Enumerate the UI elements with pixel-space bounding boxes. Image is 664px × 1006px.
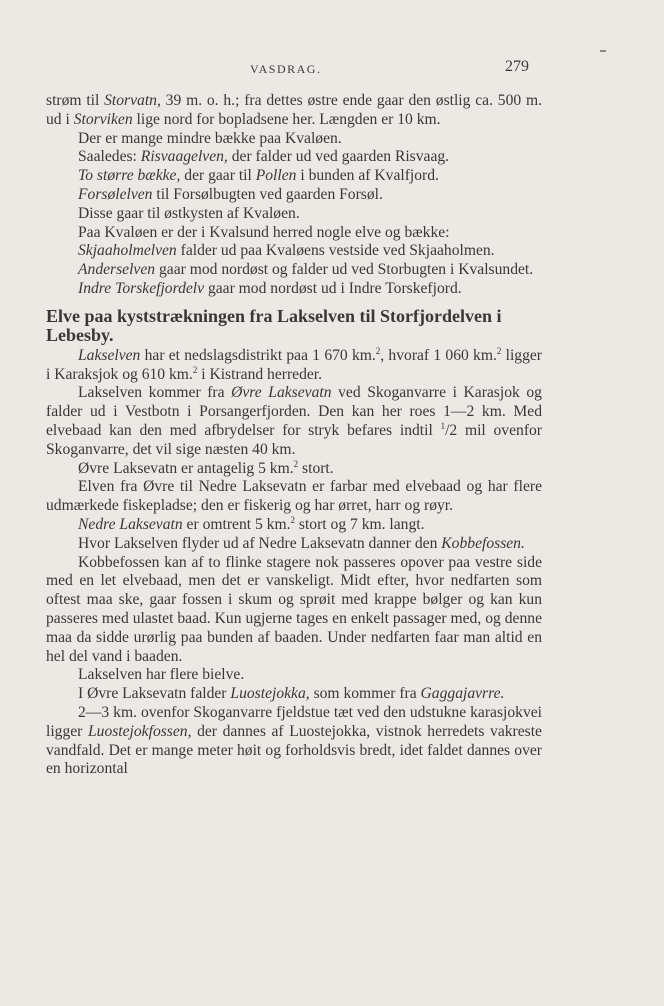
italic-name: Luostejokfossen, (87, 722, 192, 740)
text-run: 39 m. o. h.; fra dettes østre ende gaar den østlig ca. 500 m. ud i (46, 92, 542, 128)
paragraph (46, 347, 542, 385)
text-run: lige nord for bopladsene her. Længden er 10 km. (132, 110, 441, 128)
running-head: VASDRAG. (250, 62, 322, 76)
section-heading (46, 307, 542, 345)
text-run: Der er mange mindre bække paa Kvaløen. (78, 129, 342, 147)
paragraph (46, 148, 542, 167)
text-run: der dannes af Luostejokka, vistnok herredets vakreste vandfald. Det er mange meter høit og forholdsvis bredt, idet faldet dannes over en horizontal (46, 722, 542, 778)
paragraph (46, 280, 542, 299)
paragraph (46, 685, 542, 704)
paragraph (46, 242, 542, 261)
italic-name: To større bække, (78, 167, 181, 185)
italic-name: Lakselven (78, 346, 141, 364)
paragraph (46, 535, 542, 554)
text-run: ligger i Karaksjok og 610 km. (46, 346, 542, 383)
paragraph (46, 186, 542, 205)
text-run: som kommer fra (309, 685, 421, 703)
paragraph (46, 261, 542, 280)
superscript: 1 (440, 420, 446, 431)
text-run: Lakselven har flere bielve. (78, 666, 245, 684)
paragraph (46, 130, 542, 149)
italic-name: Skjaaholmelven (78, 242, 177, 260)
text-run: Lakselven kommer fra (78, 384, 232, 402)
italic-name: Kobbefossen. (441, 534, 525, 552)
superscript: 2 (290, 514, 295, 525)
text-run: Elven fra Øvre til Nedre Laksevatn er farbar med elvebaad og har flere udmærkede fiskepladse; den er fiskerig og har ørret, harr og røyr. (46, 478, 542, 515)
paragraph (46, 478, 542, 516)
text-run: Kobbefossen kan af to flinke stagere nok passeres opover paa vestre side med en let elvebaad, men det er vanskeligt. Midt efter, hvor nedfarten som oftest maa ske, gaar fossen i skum og sprøit med krappe bølger og kan kun passeres med ulastet baad. Kun ugjerne tages en enkelt passager med, og denne maa da sidde urørlig paa bunden af baaden. Under nedfarten faar man altid en hel del vand i baaden. (46, 553, 542, 665)
italic-name: Øvre Laksevatn (231, 384, 332, 402)
superscript: 2 (293, 458, 299, 469)
paragraph (46, 460, 542, 479)
italic-name: Storviken (73, 110, 133, 128)
italic-name: Risvaagelven, (140, 148, 228, 166)
text-run: har et nedslagsdistrikt paa 1 670 km. (140, 346, 376, 364)
text-run: falder ud paa Kvaløens vestside ved Skjaaholmen. (176, 242, 495, 260)
text-run: i bunden af Kvalfjord. (296, 167, 439, 185)
page-number: 279 (505, 58, 529, 75)
text-run: I Øvre Laksevatn falder (78, 685, 231, 703)
text-run: /2 mil ovenfor Skoganvarre, det vil sige næsten 40 km. (46, 421, 542, 458)
text-run: Øvre Laksevatn er antagelig 5 km. (78, 459, 294, 477)
paragraph (46, 224, 542, 243)
text-run: , hvoraf 1 060 km. (380, 346, 497, 364)
text-run: gaar mod nordøst ud i Indre Torskefjord. (204, 279, 462, 297)
italic-name: Anderselven (78, 261, 156, 279)
text-run: til Forsølbugten ved gaarden Forsøl. (152, 185, 383, 203)
text-run: 2—3 km. ovenfor Skoganvarre fjeldstue tæt ved den udstukne karasjokvei ligger (46, 703, 542, 740)
text-run: stort og 7 km. langt. (295, 515, 425, 533)
text-run: ved Skoganvarre i Karasjok og falder ud i Vestbotn i Porsangerfjorden. Den kan her roes 1—2 km. Med elvebaad kan den med afbrydelser for stryk befares indtil (46, 384, 542, 439)
page-header (0, 58, 664, 80)
superscript: 2 (192, 364, 198, 375)
italic-name: Luostejokka, (230, 685, 310, 703)
text-run: gaar mod nordøst og falder ud ved Storbugten i Kvalsundet. (155, 261, 534, 279)
text-run: stort. (298, 459, 334, 477)
italic-name: Indre Torskefjordelv (78, 279, 205, 297)
italic-name: Gaggajavrre. (420, 685, 505, 703)
paragraph (46, 205, 542, 224)
italic-name: Pollen (255, 167, 297, 185)
italic-name: Nedre Laksevatn (78, 515, 183, 533)
text-run: strøm til (46, 92, 105, 109)
paragraph (46, 704, 542, 779)
body-text (46, 92, 542, 779)
text-run: der falder ud ved gaarden Risvaag. (227, 148, 450, 166)
paragraph (46, 666, 542, 685)
text-run: Elve paa kyststrækningen fra Lakselven til Storfjordelven i Lebesby. (46, 305, 502, 345)
paragraph (46, 554, 542, 667)
superscript: 2 (496, 345, 502, 356)
text-run: Paa Kvaløen er der i Kvalsund herred nogle elve og bække: (78, 223, 450, 241)
text-run: Disse gaar til østkysten af Kvaløen. (78, 204, 300, 222)
print-speck (600, 50, 606, 52)
text-run: Hvor Lakselven flyder ud af Nedre Laksevatn danner den (78, 534, 442, 552)
paragraph (46, 92, 542, 130)
text-run: Saaledes: (78, 148, 141, 166)
italic-name: Forsølelven (78, 185, 153, 203)
text-run: der gaar til (180, 167, 256, 185)
italic-name: Storvatn, (104, 92, 161, 109)
text-run: er omtrent 5 km. (182, 515, 291, 533)
paragraph (46, 167, 542, 186)
text-run: i Kistrand herreder. (197, 365, 323, 383)
paragraph (46, 384, 542, 459)
paragraph (46, 516, 542, 535)
superscript: 2 (375, 345, 381, 356)
